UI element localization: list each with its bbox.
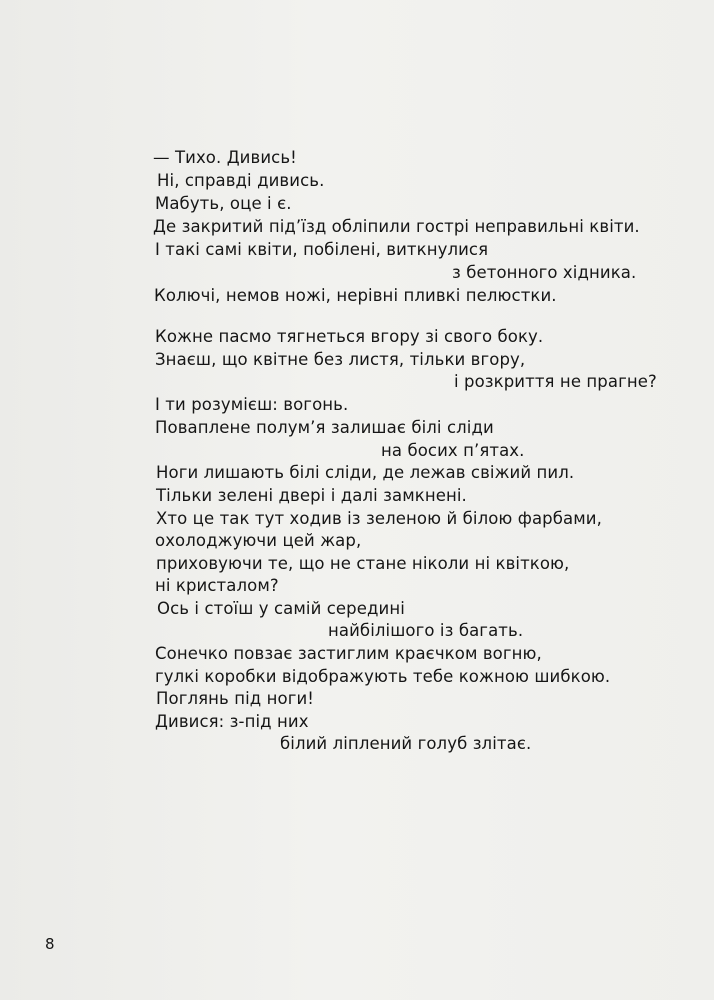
poem-line: І ти розумієш: вогонь.	[155, 395, 349, 414]
poem-line: ні кристалом?	[155, 576, 279, 595]
poem-line: Кожне пасмо тягнеться вгору зі свого боку.	[155, 327, 544, 346]
page-number: 8	[45, 935, 55, 953]
poem-line: Поваплене полум’я залишає білі сліди	[155, 418, 494, 437]
poem-line: приховуючи те, що не стане ніколи ні квіткою,	[156, 554, 570, 573]
poem-line: з бетонного хідника.	[452, 263, 637, 282]
poem-line: Ноги лишають білі сліди, де лежав свіжий пил.	[156, 463, 575, 482]
poem-line: Де закритий під’їзд обліпили гострі неправильні квіти.	[153, 217, 640, 236]
poem-line: на босих п’ятах.	[381, 441, 525, 460]
poem-line: охолоджуючи цей жар,	[155, 531, 362, 550]
poem-line: Колючі, немов ножі, нерівні пливкі пелюстки.	[154, 286, 557, 305]
poem-line: найбілішого із багать.	[328, 621, 524, 640]
poem-line: — Тихо. Дивись!	[153, 148, 297, 167]
poem-line: Мабуть, оце і є.	[155, 194, 292, 213]
poem-line: білий ліплений голуб злітає.	[280, 734, 532, 753]
poem-line: Поглянь під ноги!	[156, 689, 315, 708]
poem-line: Ось і стоїш у самій середині	[157, 599, 405, 618]
poem-line: Дивися: з-під них	[155, 712, 309, 731]
poem-line: Ні, справді дивись.	[157, 171, 325, 190]
poem-line: І такі самі квіти, побілені, виткнулися	[155, 240, 489, 259]
poem-line: і розкриття не прагне?	[454, 372, 657, 391]
poem-line: Сонечко повзає застиглим краєчком вогню,	[155, 644, 542, 663]
poem-line: Тільки зелені двері і далі замкнені.	[156, 486, 467, 505]
poem-line: Хто це так тут ходив із зеленою й білою фарбами,	[156, 509, 602, 528]
poem-line: гулкі коробки відображують тебе кожною шибкою.	[155, 667, 611, 686]
poem-line: Знаєш, що квітне без листя, тільки вгору,	[155, 350, 526, 369]
